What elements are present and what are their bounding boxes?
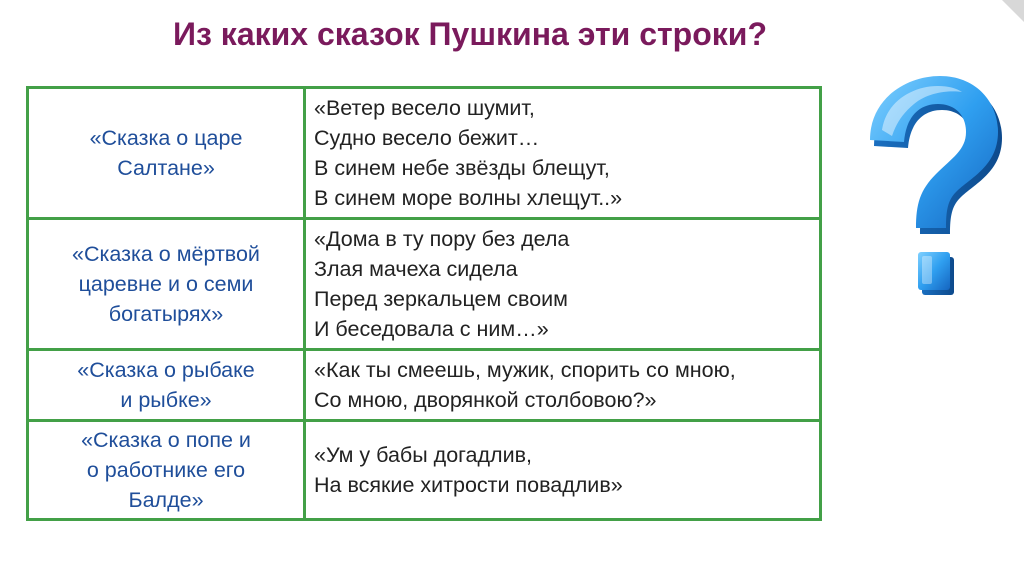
page-title: Из каких сказок Пушкина эти строки? (173, 16, 767, 52)
quote-cell (305, 350, 821, 421)
tale-name-line: царевне и о семи (78, 272, 254, 296)
quote-cell (305, 421, 821, 520)
tale-name-cell (28, 350, 305, 421)
tale-name-line: и рыбке» (120, 388, 212, 412)
quote-line: «Дома в ту пору без дела (314, 227, 570, 251)
table-row (28, 88, 821, 219)
tale-name-line: богатырях» (108, 302, 224, 326)
tale-name-line: «Сказка о мёртвой (72, 242, 260, 266)
corner-decoration (1002, 0, 1024, 22)
tale-name-cell (28, 88, 305, 219)
tale-name-line: Балде» (128, 488, 204, 512)
quote-line: И беседовала с ним…» (314, 317, 549, 341)
quote-line: На всякие хитрости повадлив» (314, 473, 623, 497)
table-row (28, 350, 821, 421)
quote-line: Судно весело бежит… (314, 126, 540, 150)
quote-line: Со мною, дворянкой столбовою?» (314, 388, 657, 412)
tales-table (26, 86, 822, 521)
quote-line: В синем море волны хлещут..» (314, 186, 623, 210)
quote-cell (305, 88, 821, 219)
quote-line: В синем небе звёзды блещут, (314, 156, 610, 180)
tale-name-line: «Сказка о попе и (81, 428, 251, 452)
table-row (28, 421, 821, 520)
question-mark-icon (852, 70, 1002, 310)
tale-name-line: «Сказка о рыбаке (77, 358, 255, 382)
quote-line: Злая мачеха сидела (314, 257, 518, 281)
table-row (28, 219, 821, 350)
tale-name-line: «Сказка о царе (89, 126, 243, 150)
quote-line: «Ум у бабы догадлив, (314, 443, 532, 467)
quote-line: Перед зеркальцем своим (314, 287, 568, 311)
tale-name-line: Салтане» (117, 156, 215, 180)
tale-name-cell (28, 219, 305, 350)
quote-cell (305, 219, 821, 350)
quote-line: «Ветер весело шумит, (314, 96, 535, 120)
quote-line: «Как ты смеешь, мужик, спорить со мною, (314, 358, 736, 382)
tale-name-cell (28, 421, 305, 520)
tale-name-line: о работнике его (86, 458, 246, 482)
